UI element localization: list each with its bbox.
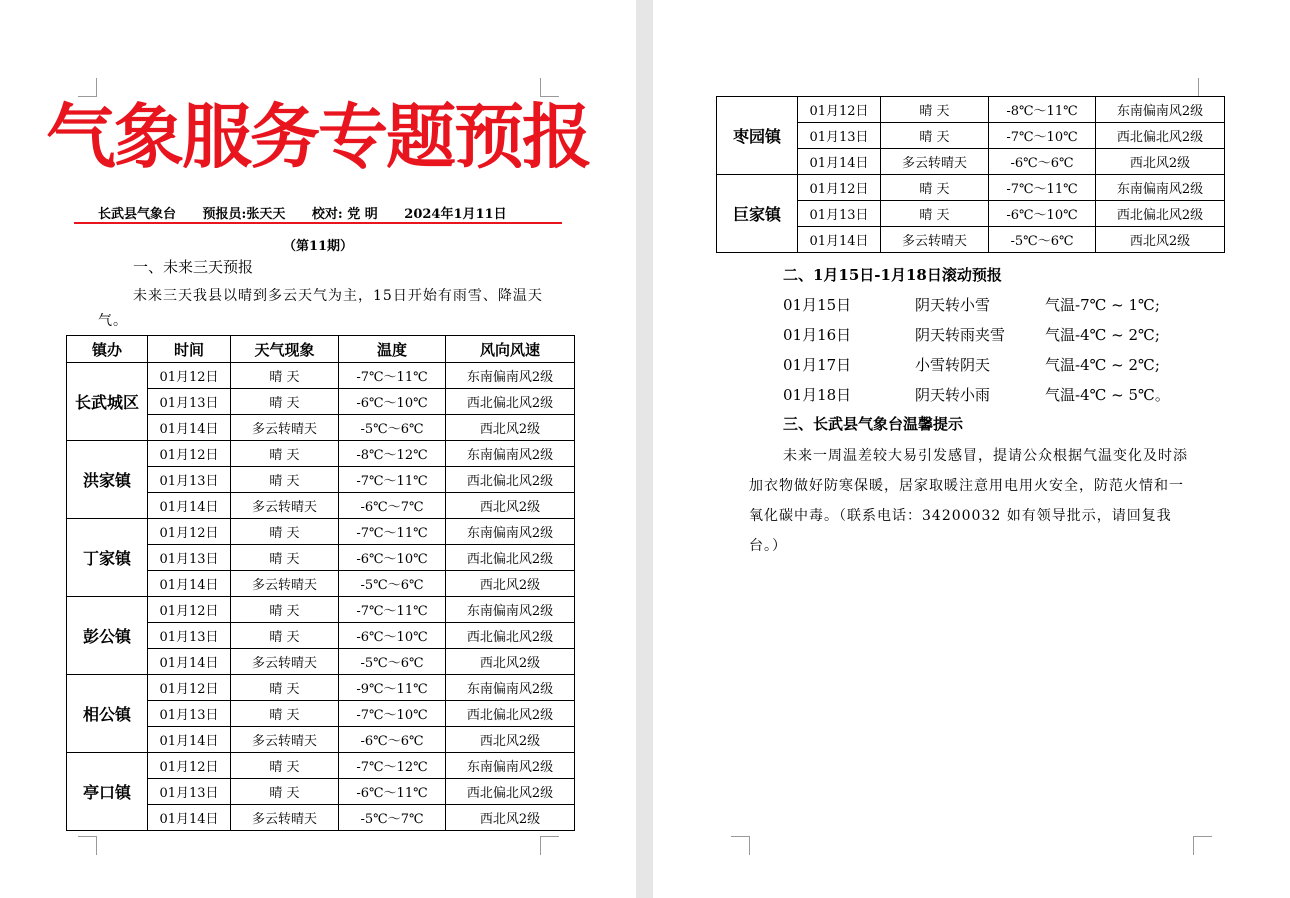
- town-name: 枣园镇: [717, 97, 798, 175]
- document-page-1: [0, 0, 636, 898]
- document-page-2: [653, 0, 1290, 898]
- date-cell: 01月12日: [148, 597, 231, 623]
- title-divider: [74, 222, 562, 224]
- wind-cell: 东南偏南风2级: [1096, 175, 1225, 201]
- weather-cell: 晴 天: [231, 623, 339, 649]
- temperature-cell: -5℃～7℃: [339, 805, 446, 831]
- table-header-row: [67, 336, 575, 363]
- weather-cell: 晴 天: [881, 97, 989, 123]
- weather-cell: 多云转晴天: [231, 493, 339, 519]
- rolling-temperature: 气温-7℃ ~ 1℃;: [1045, 296, 1160, 314]
- table-row: [67, 363, 575, 389]
- temperature-cell: -7℃～11℃: [339, 519, 446, 545]
- rolling-date: 01月15日: [783, 296, 852, 314]
- wind-cell: 东南偏南风2级: [446, 753, 575, 779]
- date-cell: 01月14日: [798, 227, 881, 253]
- temperature-cell: -8℃～11℃: [989, 97, 1096, 123]
- weather-cell: 多云转晴天: [231, 727, 339, 753]
- temperature-cell: -7℃～12℃: [339, 753, 446, 779]
- date-cell: 01月13日: [148, 389, 231, 415]
- temperature-cell: -5℃～6℃: [339, 571, 446, 597]
- section-1-text: 未来三天我县以晴到多云天气为主，15日开始有雨雪、降温天气。: [98, 288, 543, 329]
- rolling-weather: 小雪转阴天: [915, 356, 991, 374]
- weather-cell: 多云转晴天: [231, 805, 339, 831]
- wind-cell: 西北偏北风2级: [1096, 201, 1225, 227]
- temperature-cell: -6℃～6℃: [989, 149, 1096, 175]
- table-row: [717, 175, 1225, 201]
- weather-cell: 晴 天: [881, 123, 989, 149]
- temperature-cell: -9℃～11℃: [339, 675, 446, 701]
- wind-cell: 东南偏南风2级: [446, 597, 575, 623]
- temperature-cell: -5℃～6℃: [989, 227, 1096, 253]
- rolling-temperature: 气温-4℃ ~ 2℃;: [1045, 326, 1160, 344]
- table-row: [717, 97, 1225, 123]
- date-cell: 01月12日: [148, 753, 231, 779]
- date-cell: 01月13日: [148, 467, 231, 493]
- checker: 校对: 党 明: [311, 207, 378, 222]
- wind-cell: 东南偏南风2级: [446, 441, 575, 467]
- weather-cell: 晴 天: [231, 441, 339, 467]
- wind-cell: 西北偏北风2级: [446, 623, 575, 649]
- date-cell: 01月14日: [148, 571, 231, 597]
- temperature-cell: -7℃～10℃: [989, 123, 1096, 149]
- weather-cell: 晴 天: [231, 779, 339, 805]
- wind-cell: 西北偏北风2级: [446, 779, 575, 805]
- temperature-cell: -6℃～11℃: [339, 779, 446, 805]
- wind-cell: 西北风2级: [1096, 149, 1225, 175]
- date-cell: 01月13日: [148, 545, 231, 571]
- table-row: [67, 753, 575, 779]
- table-row: [67, 597, 575, 623]
- date-cell: 01月14日: [148, 493, 231, 519]
- wind-cell: 西北风2级: [446, 649, 575, 675]
- header-wind: 风向风速: [446, 336, 575, 363]
- wind-cell: 西北风2级: [446, 805, 575, 831]
- header-weather: 天气现象: [231, 336, 339, 363]
- wind-cell: 西北风2级: [1096, 227, 1225, 253]
- temperature-cell: -6℃～6℃: [339, 727, 446, 753]
- town-name: 亭口镇: [67, 753, 148, 831]
- weather-cell: 晴 天: [231, 597, 339, 623]
- date-cell: 01月14日: [148, 727, 231, 753]
- header-temperature: 温度: [339, 336, 446, 363]
- section-1-heading: 一、未来三天预报: [133, 258, 254, 276]
- wind-cell: 西北风2级: [446, 571, 575, 597]
- weather-cell: 多云转晴天: [881, 149, 989, 175]
- header-town: 镇办: [67, 336, 148, 363]
- temperature-cell: -5℃～6℃: [339, 649, 446, 675]
- temperature-cell: -7℃～11℃: [339, 597, 446, 623]
- date-cell: 01月14日: [798, 149, 881, 175]
- date-cell: 01月12日: [148, 675, 231, 701]
- rolling-temperature: 气温-4℃ ~ 2℃;: [1045, 356, 1160, 374]
- date-cell: 01月13日: [148, 701, 231, 727]
- temperature-cell: -6℃～10℃: [339, 545, 446, 571]
- wind-cell: 西北偏北风2级: [1096, 123, 1225, 149]
- town-name: 洪家镇: [67, 441, 148, 519]
- weather-cell: 多云转晴天: [231, 415, 339, 441]
- date-cell: 01月12日: [148, 363, 231, 389]
- forecaster: 预报员:张天天: [202, 207, 286, 222]
- date-cell: 01月12日: [798, 175, 881, 201]
- date-cell: 01月14日: [148, 649, 231, 675]
- crop-mark: [731, 836, 750, 855]
- weather-cell: 晴 天: [231, 519, 339, 545]
- rolling-date: 01月18日: [783, 386, 852, 404]
- date-cell: 01月13日: [148, 779, 231, 805]
- town-name: 相公镇: [67, 675, 148, 753]
- crop-mark: [540, 836, 559, 855]
- section-3-text: 未来一周温差较大易引发感冒，提请公众根据气温变化及时添加衣物做好防寒保暖，居家取暖注意用电用火安全，防范火情和一氧化碳中毒。（联系电话：34200032 如有领导批示，请回复我台。）: [749, 448, 1188, 554]
- town-name: 丁家镇: [67, 519, 148, 597]
- temperature-cell: -7℃～11℃: [339, 467, 446, 493]
- weather-cell: 晴 天: [881, 201, 989, 227]
- temperature-cell: -7℃～10℃: [339, 701, 446, 727]
- header-time: 时间: [148, 336, 231, 363]
- table-row: [67, 441, 575, 467]
- crop-mark: [78, 836, 97, 855]
- crop-mark: [1198, 78, 1217, 97]
- date-cell: 01月13日: [148, 623, 231, 649]
- date-cell: 01月12日: [798, 97, 881, 123]
- date-cell: 01月14日: [148, 805, 231, 831]
- section-2-heading: 二、1月15日-1月18日滚动预报: [783, 266, 1002, 284]
- weather-cell: 晴 天: [231, 545, 339, 571]
- date-cell: 01月12日: [148, 441, 231, 467]
- date-cell: 01月13日: [798, 201, 881, 227]
- temperature-cell: -6℃～10℃: [339, 623, 446, 649]
- town-name: 长武城区: [67, 363, 148, 441]
- issue-date: 2024年1月11日: [404, 207, 507, 222]
- section-3-heading: 三、长武县气象台温馨提示: [783, 415, 964, 433]
- crop-mark: [1193, 836, 1212, 855]
- rolling-temperature: 气温-4℃ ~ 5℃。: [1045, 386, 1170, 404]
- temperature-cell: -8℃～12℃: [339, 441, 446, 467]
- weather-cell: 多云转晴天: [881, 227, 989, 253]
- temperature-cell: -6℃～7℃: [339, 493, 446, 519]
- wind-cell: 西北偏北风2级: [446, 467, 575, 493]
- byline: [98, 203, 507, 222]
- temperature-cell: -7℃～11℃: [339, 363, 446, 389]
- rolling-date: 01月17日: [783, 356, 852, 374]
- weather-cell: 晴 天: [231, 753, 339, 779]
- weather-cell: 晴 天: [231, 467, 339, 493]
- wind-cell: 西北风2级: [446, 415, 575, 441]
- table-row: [67, 519, 575, 545]
- rolling-weather: 阴天转雨夹雪: [915, 326, 1006, 344]
- date-cell: 01月14日: [148, 415, 231, 441]
- date-cell: 01月12日: [148, 519, 231, 545]
- weather-cell: 多云转晴天: [231, 571, 339, 597]
- town-name: 巨家镇: [717, 175, 798, 253]
- temperature-cell: -7℃～11℃: [989, 175, 1096, 201]
- organization: 长武县气象台: [98, 207, 177, 222]
- wind-cell: 东南偏南风2级: [1096, 97, 1225, 123]
- weather-cell: 晴 天: [231, 701, 339, 727]
- weather-cell: 晴 天: [231, 675, 339, 701]
- temperature-cell: -5℃～6℃: [339, 415, 446, 441]
- weather-cell: 晴 天: [231, 363, 339, 389]
- table-row: [67, 675, 575, 701]
- wind-cell: 东南偏南风2级: [446, 675, 575, 701]
- rolling-weather: 阴天转小雨: [915, 386, 991, 404]
- weather-cell: 晴 天: [881, 175, 989, 201]
- wind-cell: 东南偏南风2级: [446, 363, 575, 389]
- rolling-date: 01月16日: [783, 326, 852, 344]
- forecast-table-continued: [716, 96, 1225, 253]
- issue-number: （第11期）: [282, 239, 354, 254]
- weather-cell: 晴 天: [231, 389, 339, 415]
- forecast-table: [66, 335, 575, 831]
- document-title: 气象服务专题预报: [46, 95, 590, 178]
- wind-cell: 西北偏北风2级: [446, 545, 575, 571]
- date-cell: 01月13日: [798, 123, 881, 149]
- wind-cell: 西北风2级: [446, 727, 575, 753]
- rolling-weather: 阴天转小雪: [915, 296, 991, 314]
- temperature-cell: -6℃～10℃: [989, 201, 1096, 227]
- wind-cell: 东南偏南风2级: [446, 519, 575, 545]
- temperature-cell: -6℃～10℃: [339, 389, 446, 415]
- town-name: 彭公镇: [67, 597, 148, 675]
- weather-cell: 多云转晴天: [231, 649, 339, 675]
- wind-cell: 西北偏北风2级: [446, 389, 575, 415]
- wind-cell: 西北偏北风2级: [446, 701, 575, 727]
- wind-cell: 西北风2级: [446, 493, 575, 519]
